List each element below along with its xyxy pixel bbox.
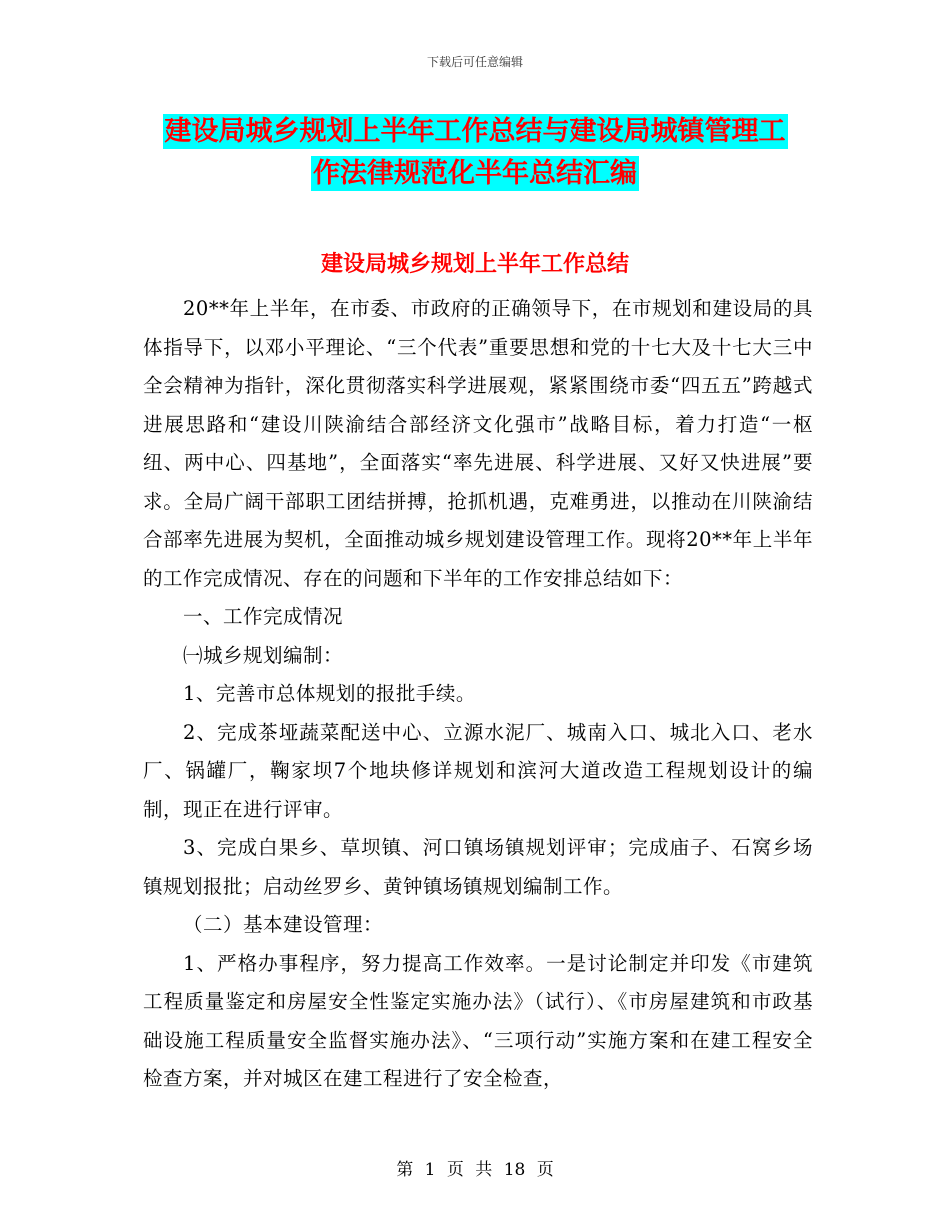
document-title-text-2: 作法律规范化半年总结汇编	[313, 158, 637, 189]
section-title: 建设局城乡规划上半年工作总结	[320, 252, 629, 277]
heading-work-completion: 一、工作完成情况	[183, 605, 344, 628]
page-indicator: 第 1 页 共 18 页	[396, 1160, 554, 1180]
header-note: 下载后可任意编辑	[426, 55, 523, 69]
list-item-4: 1、严格办事程序，努力提高工作效率。一是讨论制定并印发《市建筑工程质量鉴定和房屋安全性鉴定实施办法》（试行）、《市房屋建筑和市政基础设施工程质量安全监督实施办法》、“三项行动”实施方案和在建工程安全检查方案，并对城区在建工程进行了安全检查，	[143, 951, 813, 1090]
list-item-3: 3、完成白果乡、草坝镇、河口镇场镇规划评审；完成庙子、石窝乡场镇规划报批；启动丝罗乡、黄钟镇场镇规划编制工作。	[143, 836, 813, 898]
document-title-line-2	[140, 154, 810, 194]
heading-urban-rural-planning: ㈠城乡规划编制：	[183, 643, 344, 667]
list-item-2: 2、完成茶垭蔬菜配送中心、立源水泥厂、城南入口、城北入口、老水厂、锅罐厂，鞠家坝7个地块修详规划和滨河大道改造工程规划设计的编制，现正在进行评审。	[143, 720, 813, 821]
list-item-1: 1、完善市总体规划的报批手续。	[183, 682, 476, 705]
document-body	[143, 290, 813, 1099]
paragraph-intro: 20**年上半年，在市委、市政府的正确领导下，在市规划和建设局的具体指导下，以邓小平理论、“三个代表”重要思想和党的十七大及十七大三中全会精神为指针，深化贯彻落实科学进展观，紧紧围绕市委“四五五”跨越式进展思路和“建设川陕渝结合部经济文化强市”战略目标，着力打造“一枢纽、两中心、四基地”，全面落实“率先进展、科学进展、又好又快进展”要求。全局广阔干部职工团结拼搏，抢抓机遇，克难勇进，以推动在川陕渝结合部率先进展为契机，全面推动城乡规划建设管理工作。现将20**年上半年的工作完成情况、存在的问题和下半年的工作安排总结如下：	[143, 297, 813, 590]
document-title-line-1	[140, 112, 810, 152]
document-title-text-1: 建设局城乡规划上半年工作总结与建设局城镇管理工	[164, 116, 786, 147]
heading-basic-construction: （二）基本建设管理：	[183, 913, 384, 936]
